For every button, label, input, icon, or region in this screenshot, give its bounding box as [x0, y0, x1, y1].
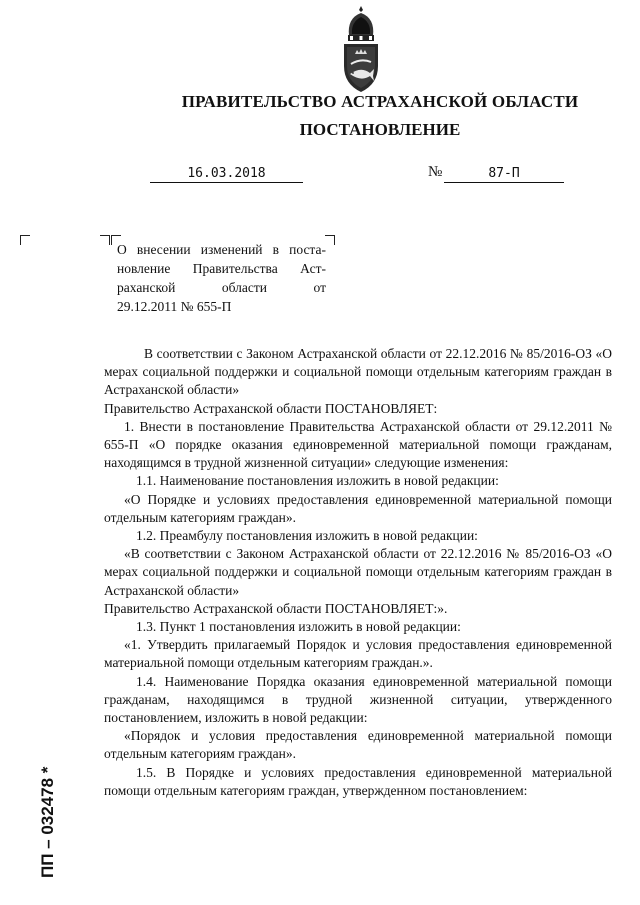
body-paragraph: «Порядок и условия предоставления единовременной материальной помощи отдельным категориям граждан».	[104, 728, 612, 762]
body-paragraph: Правительство Астраханской области ПОСТАНОВЛЯЕТ:».	[104, 600, 448, 616]
serial-number-text: ПП – 032478 *	[38, 766, 57, 878]
body-paragraph: 1. Внести в постановление Правительства Астраханской области от 29.12.2011 № 655-П «О порядке оказания единовременной материальной помощи гражданам, находящимся в трудной жизненной ситуации» следующие изменения:	[104, 418, 612, 471]
body-paragraph: Правительство Астраханской области ПОСТАНОВЛЯЕТ:	[104, 400, 438, 416]
document-date: 16.03.2018	[150, 165, 303, 183]
body-paragraph: В соответствии с Законом Астраханской области от 22.12.2016 № 85/2016-ОЗ «О мерах социальной поддержки и социальной помощи отдельным категориям граждан в Астраханской области»	[104, 346, 612, 398]
body-paragraph: 1.3. Пункт 1 постановления изложить в новой редакции:	[136, 619, 461, 635]
document-type-title: ПОСТАНОВЛЕНИЕ	[299, 120, 461, 139]
subject-line: раханской области от	[117, 280, 326, 295]
government-title: ПРАВИТЕЛЬСТВО АСТРАХАНСКОЙ ОБЛАСТИ	[181, 92, 579, 111]
corner-mark	[20, 235, 30, 245]
corner-mark	[100, 235, 110, 245]
body-paragraph: «1. Утвердить прилагаемый Порядок и условия предоставления единовременной материальной помощи отдельным категориям граждан.».	[104, 637, 612, 671]
body-paragraph: 1.1. Наименование постановления изложить в новой редакции:	[136, 473, 499, 489]
subject-line: 29.12.2011 № 655-П	[117, 299, 232, 314]
body-paragraph: «В соответствии с Законом Астраханской области от 22.12.2016 № 85/2016-ОЗ «О мерах социальной поддержки и социальной помощи отдельным категориям граждан в Астраханской области»	[104, 546, 612, 598]
astrakhan-coat-of-arms-icon	[337, 4, 385, 96]
document-subject	[117, 240, 326, 316]
document-body	[104, 345, 612, 800]
subject-line: новление Правительства Аст-	[117, 261, 326, 276]
body-paragraph: 1.5. В Порядке и условиях предоставления единовременной материальной помощи отдельным категориям граждан, утвержденном постановлением:	[104, 764, 612, 798]
subject-line: О внесении изменений в поста-	[117, 242, 326, 257]
corner-mark	[325, 235, 335, 245]
body-paragraph: 1.4. Наименование Порядка оказания единовременной материальной помощи гражданам, находящимся в трудной жизненной ситуации, утвержденного постановлением, изложить в новой редакции:	[104, 673, 612, 726]
number-label: №	[428, 164, 443, 180]
body-paragraph: 1.2. Преамбулу постановления изложить в новой редакции:	[136, 528, 478, 544]
serial-number-stamp	[38, 750, 58, 880]
body-paragraph: «О Порядке и условиях предоставления единовременной материальной помощи отдельным категориям граждан».	[104, 491, 612, 525]
document-number: 87-П	[444, 165, 564, 183]
